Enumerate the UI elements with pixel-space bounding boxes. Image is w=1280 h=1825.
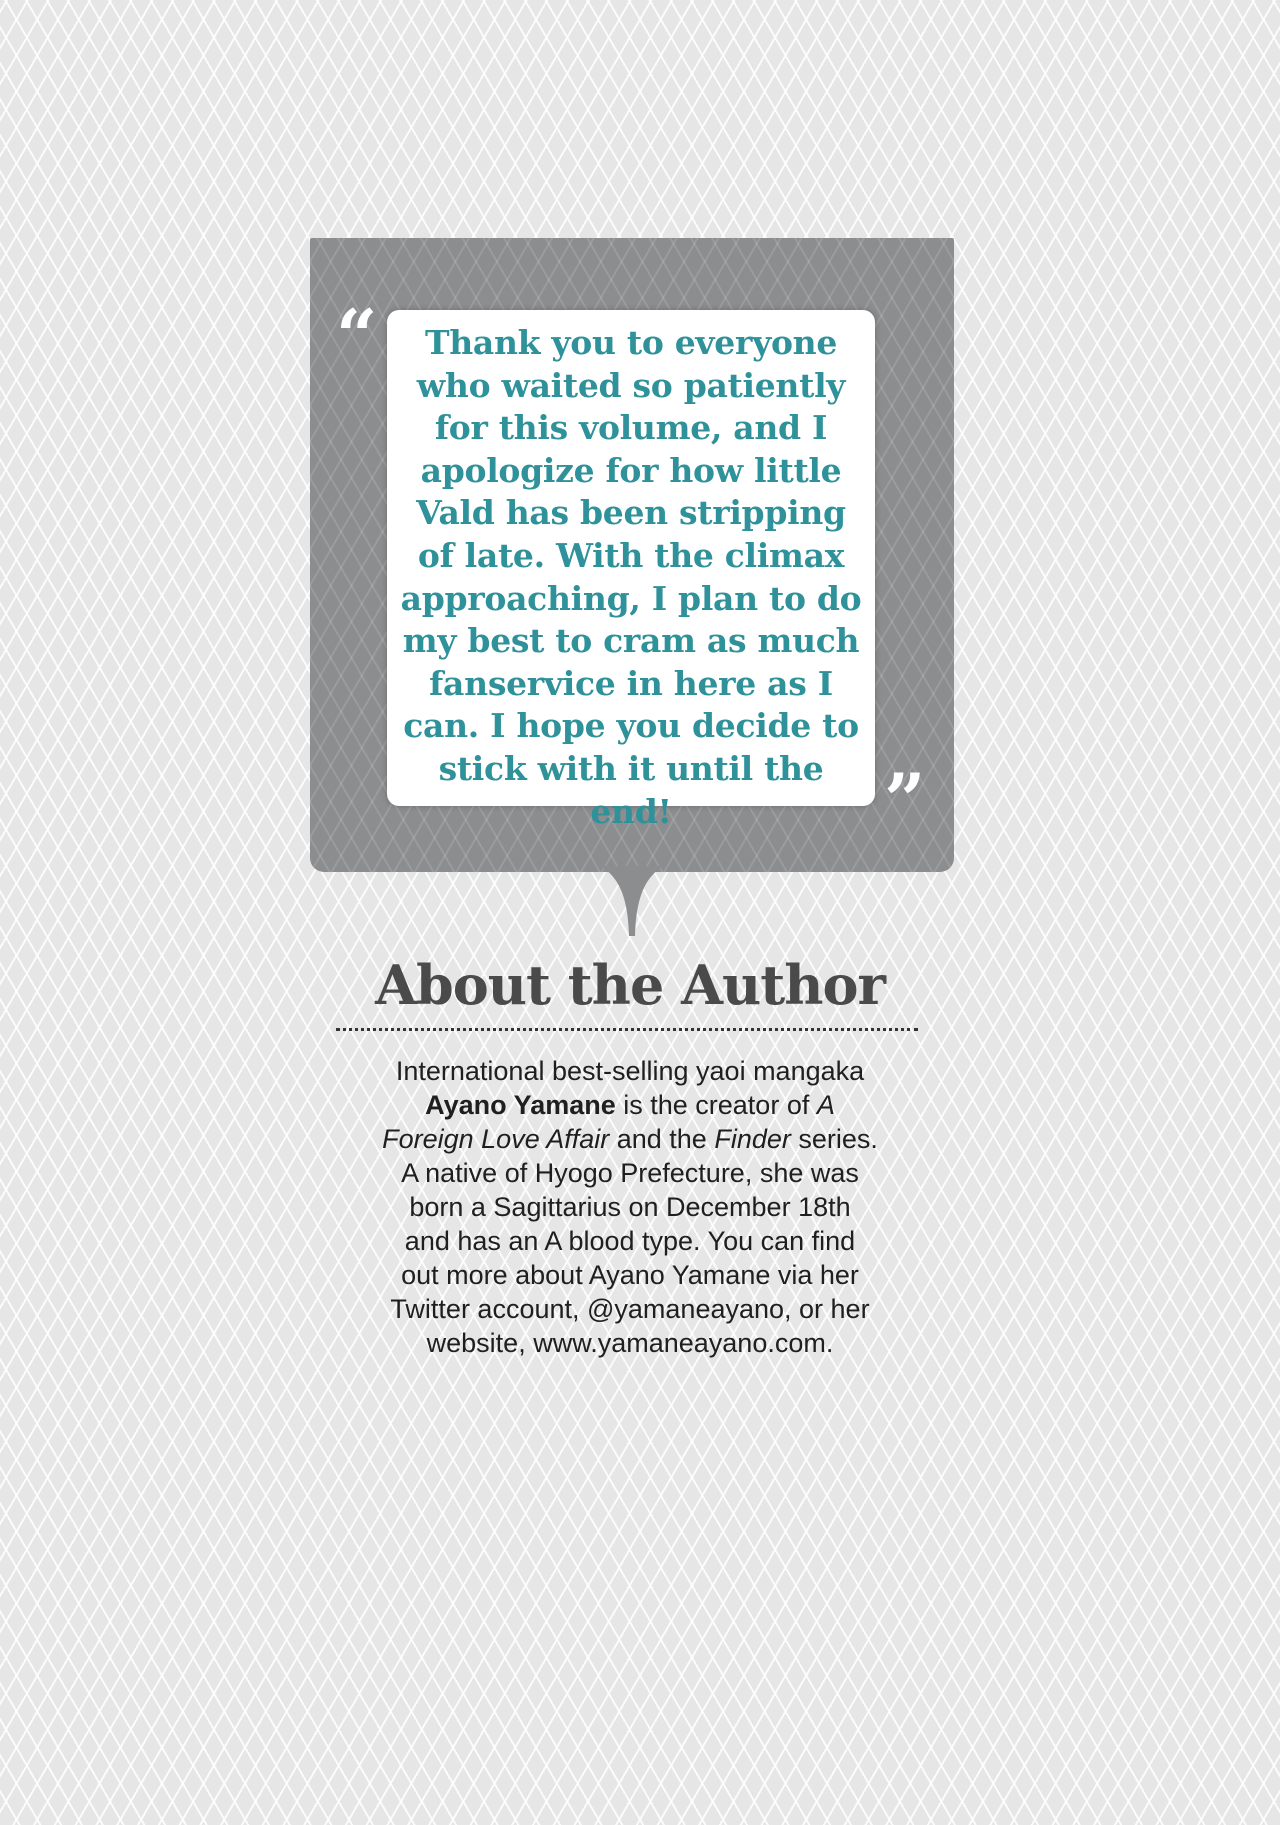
bio-line: Twitter account, @yamaneayano, or her: [390, 1294, 870, 1324]
quote-line: of late. With the climax: [417, 535, 845, 575]
bio-line: and has an A blood type. You can find: [404, 1226, 856, 1256]
book-title: Foreign Love Affair: [382, 1124, 610, 1154]
author-quote: [397, 322, 865, 833]
speech-bubble-tail-icon: [600, 866, 664, 936]
bio-line: International best-selling yaoi mangaka: [395, 1056, 865, 1086]
bio-line: A native of Hyogo Prefecture, she was: [401, 1158, 859, 1188]
quote-line: for this volume, and I: [434, 408, 828, 448]
open-quote-icon: “: [336, 293, 378, 378]
bio-line: website, www.yamaneayano.com.: [426, 1328, 834, 1358]
quote-line: stick with it until the end!: [438, 748, 824, 831]
quote-line: Vald has been stripping: [416, 493, 846, 533]
bio-line: out more about Ayano Yamane via her: [401, 1260, 859, 1290]
quote-line: Thank you to everyone: [424, 323, 838, 362]
close-quote-icon: ”: [884, 757, 926, 842]
quote-line: my best to cram as much: [402, 621, 860, 661]
series-title: Finder: [714, 1124, 791, 1154]
author-bio: [330, 1054, 930, 1360]
quote-line: who waited so patiently: [416, 365, 846, 405]
bio-line: Ayano Yamane is the creator of A: [425, 1090, 835, 1120]
book-title: A: [816, 1090, 835, 1120]
bio-line: born a Sagittarius on December 18th: [409, 1192, 851, 1222]
quote-line: approaching, I plan to do: [400, 578, 862, 618]
bio-line: Foreign Love Affair and the Finder series.: [382, 1124, 878, 1154]
author-name: Ayano Yamane: [425, 1090, 616, 1120]
dotted-divider: [336, 1028, 918, 1031]
quote-line: fanservice in here as I: [429, 663, 833, 703]
quote-line: can. I hope you decide to: [403, 706, 859, 746]
quote-line: apologize for how little: [420, 450, 842, 490]
about-author-heading: About the Author: [375, 953, 885, 1017]
